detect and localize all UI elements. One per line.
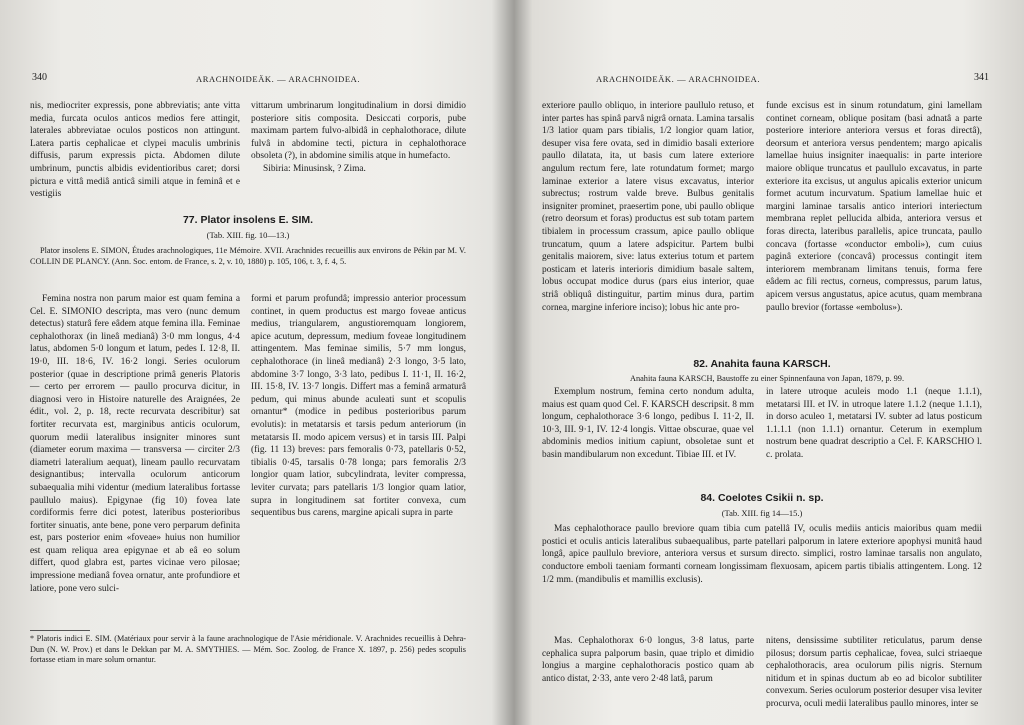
- footnote: * Platoris indici E. SIM. (Matériaux pour servir à la faune arachnologique de l'Asie méridionale. V. Arachnides recueillis à Dehra-Dun (N. W. Prov.) et dans le Dekkan par M. A. SMYTHIES. — Mém. Soc. Zoolog. de France X. 1897, p. 256) pedes scopulis fortasse etiam in mare solum ornantur.: [30, 634, 466, 665]
- anahita-col1: [542, 386, 754, 462]
- paragraph: in latere utroque aculeis modo 1.1 (neque 1.1.1), metatarsi III. et IV. in utroque latere 1.1.2 (neque 1.1.1), in dorso aculeo 1, metatarsi IV. subter ad latus posticum 1.1.1.1 (non 1.1.1) ornantur. Ceterum in exemplum nostrum bene quadrat descriptio a Cel. F. KARSCHIO l. c. prolata.: [766, 387, 982, 460]
- page-number: 341: [974, 72, 989, 83]
- right-page: [512, 0, 1024, 725]
- coelotes-col2: [766, 635, 982, 711]
- plate-reference: (Tab. XIII. fig 14—15.): [721, 507, 803, 518]
- paragraph: nis, mediocriter expressis, pone abbreviatis; ante vitta media, furcata oculos anticos medios fere attingit, laterales abbreviatae oculos posticos non attingunt. Latera partis cephalicae et clypei maculis umbrinis diffusis, parum expressis picta. Abdomen dilute umbrinum, punctis albidis evidentioribus caret; dorsi pictura e vittâ mediâ anticâ simili atque in feminâ et e vestigiis: [30, 101, 240, 200]
- left-col2-top: [251, 100, 466, 176]
- anahita-heading-block: [542, 352, 982, 384]
- paragraph: Exemplum nostrum, femina certo nondum adulta, maius est quam quod Cel. F. KARSCH descripsit. 8 mm longum, cephalothorace 3·6 longo, pedibus I. 11·2, II. 10·3, III. 9·1, IV. 12·4 longis. Vittae obscurae, quae vel abdominis medios initium capiunt, obsoletae sunt et basin mandibularum non excedunt. Tibiae III. et IV.: [542, 387, 754, 460]
- paragraph: formi et parum profundâ; impressio anterior processum continet, in quem productus est margo foveae anticus medius, triangularem, angustioremquam longiorem, apice acutum, depressum, medium foveae longitudinem attingentem. Mas feminae similis, 5·7 mm longus, cephalothorace (in lineâ medianâ) 2·3 longo, 3·5 lato, abdomine 3·7 longo, 3·3 lato, pedibus I. 11·1, II. 16·2, III. 15·8, IV. 13·7 longis. Differt mas a feminâ armaturâ pedum, qui minus abunde aculeati sunt et scopulis ornantur* (modice in pedibus posterioribus parum evolutis): in metatarsis et tarsis pedum anteriorum (in metatarsis II. modo apicem versus) et in tarsis III. Palpi (fig. 11 13) breves: pars femoralis 0·73, patellaris 0·52, tibialis 0·45, tarsalis 0·78 longa; pars femoralis 2/3 longior quam latior, subcylindrata, leviter compressa, leviter curvata; pars patellaris 1/3 longior quam latior, supra in longitudinem sat fortiter convexa, cum sequentibus bus carens, margine apicali supra in parte: [251, 294, 466, 519]
- paragraph: exteriore paullo obliquo, in interiore paullulo retuso, et inter partes has spinâ parvâ nigrâ ornata. Lamina tarsalis 1/3 latior quam pars tibialis, 1/2 longior quam latior, desuper visa fere ovata, sed in dimidio basali exteriore paullo dilatata, ita, ut basis cum latere exteriore angulum rectum fere, late rotundatum formet; margo laminae exterior a latere visus excavatus, interior subrectus; rostrum valde breve. Bulbus genitalis insigniter prominet, praesertim pone, ubi paullo oblique (retro deorsum et foras) productus est sub totam partem tibialem in processum crassum, apice paullo oblique truncatum, quum a latere adspicitur. Partem bulbi genitalis maiorem, sive: latus exterius totum et partem posticam et lateris interioris dimidium basale saltem, lobus occupat modice durus (pars eius interior, quae striâ obliquâ distinguitur, partim minus dura, partim cornea, margine inferiore inciso); lobus hic ante pro-: [542, 101, 754, 313]
- paragraph: nitens, densissime subtiliter reticulatus, parum dense pilosus; dorsum partis cephalicae, fovea, sulci striaeque cephalothoracis, area oculorum pilis nigris. Sternum nitidum et in spinas ductum ab eo ad bicolor subtiliter convexum. Series oculorum posterior desuper visa leviter procurva, oculi medii lateralibus paullo minores, inter se: [766, 636, 982, 709]
- synonymy: Plator insolens E. SIMON, Études arachnologiques, 11e Mémoire. XVII. Arachnides recueillis aux environs de Pékin par M. V. COLLIN DE PLANCY. (Ann. Soc. entom. de France, s. 2, v. 10, 1880) p. 105, 106, t. 3, f. 4, 5.: [30, 246, 466, 267]
- left-col1-lower: [30, 293, 240, 595]
- locality: Sibiria: Minusinsk, ? Zima.: [263, 163, 366, 174]
- coelotes-block: [542, 486, 982, 586]
- right-col2-top: [766, 100, 982, 314]
- running-head: ARACHNOIDEÄK. — ARACHNOIDEA.: [596, 74, 761, 84]
- page-number: 340: [32, 72, 47, 83]
- footnote-rule: [30, 630, 90, 631]
- section-title: 77. Plator insolens E. SIM.: [182, 214, 314, 226]
- anahita-col2: [766, 386, 982, 462]
- coelotes-col1: [542, 635, 754, 685]
- paragraph: Mas. Cephalothorax 6·0 longus, 3·8 latus, parte cephalica supra palporum basin, quae triplo et dimidio longius a margine cephalothoracis postico quam ab antico distat, 2·33, ante vero 2·48 latâ, parum: [542, 636, 754, 684]
- left-col1-top: [30, 100, 240, 201]
- paragraph: vittarum umbrinarum longitudinalium in dorsi dimidio posteriore sitis composita. Desiccati corporis, pube maximam partem fulvo-albidâ in cephalothorace, dilute fulvâ in abdomine tecti, pictura in cephalothorace obsoleta (?), in abdomine similis atque in humefacto.: [251, 101, 466, 162]
- left-col2-lower: [251, 293, 466, 520]
- plate-reference: (Tab. XIII. fig. 10—13.): [206, 229, 290, 240]
- diagnosis: Mas cephalothorace paullo breviore quam tibia cum patellâ IV, oculis mediis anticis maioribus quam medii postici et oculis anticis lateralibus subaequalibus, parte patellari palporum in latere exteriore apophysi munitâ haud longâ, apice paullulo breviore, anteriora versus et sursum directo. simplici, rostro laminae tarsalis non angulato, conductore emboli taeniam formanti corneam longissimam flexuosam, apicem partis tibialis attingentem. Long. 12 1/2 mm. (mandibulis et mamillis exclusis).: [542, 524, 982, 585]
- synonymy: Anahita fauna KARSCH, Baustoffe zu einer Spinnenfauna von Japan, 1879, p. 99.: [629, 373, 905, 383]
- right-col1-top: [542, 100, 754, 314]
- section-title: 84. Coelotes Csikii n. sp.: [700, 492, 824, 504]
- paragraph: Femina nostra non parum maior est quam femina a Cel. E. SIMONIO descripta, mas vero (nunc demum detectus) staturâ fere eâdem atque femina illa. Feminae cephalothorax (in lineâ medianâ) 3·0 mm longus, 4·4 latus, abdomen 5·0 longum et latum, pedes I. 12·8, II. 19·0, III. 18·6, IV. 16·2 longi. Series oculorum posterior (quae in descriptione primâ generis Platoris — certo per errorem — paullo procurva dicitur, in diagnosi vero in Histoire naturelle des Araignées, 2e édit., vol. 2, p. 18, recte recurvata describitur) sat fortiter recurvata est, marginibus anticis oculorum, quorum medii lateralibus insigniter minores sunt (diameter eorum maxima — transversa — circiter 2/3 diametri lateralium aequat), lineam paullo recurvatam designantibus; intervalla oculorum anticorum subaequalia mihi videntur (medium lateralibus fortasse paullulo maius). Epigynae (fig 10) fovea late cordiformis ferre dici potest, lateribus posterioribus fortiter sinuatis, ante bene, pone vero perparum definita est, pars posterior enim «foveae» huius non humilior est quam reliqua area epigynae et ab eâ eo solum differt, quod glabra est, partes vicinae vero pilosae; impressione medianâ fovea ornatur, ante profundiore et latiore, pone vero sulci-: [30, 294, 240, 594]
- species-heading-block: [30, 208, 466, 267]
- section-title: 82. Anahita fauna KARSCH.: [693, 358, 831, 370]
- paragraph: funde excisus est in sinum rotundatum, gini lamellam continet corneam, oblique positam (basi adnatâ a parte posteriore interiore anteriora versus et foras directâ), deorsum et anteriora versus pendentem; margo apicalis lamellae huius insigniter inaequalis: in parte interiore maiore oblique truncatus et paullulo excavatus, in parte exteriore ita excisus, ut angulus apicalis exterior unicum formet acutum incurvatum. Spatium lamellae huic et margini laminae tarsalis antico interiori interiectum membrana replet pellucida albida, anteriora versus et foras directa, lateribus parallelis, apice truncata, paullo concava (fortasse «conductor emboli»), cum cuius paginâ exteriore (concavâ) processus contingit item interiorem membranam limitans tenuis, forma fere eâdem ac fili rectus, corneus, compressus, parum latus, apicem versus angustatus, apice acutus, quam membrana paullo brevior (fortasse «embolus»).: [766, 101, 982, 313]
- running-head: ARACHNOIDEÄK. — ARACHNOIDEA.: [196, 74, 361, 84]
